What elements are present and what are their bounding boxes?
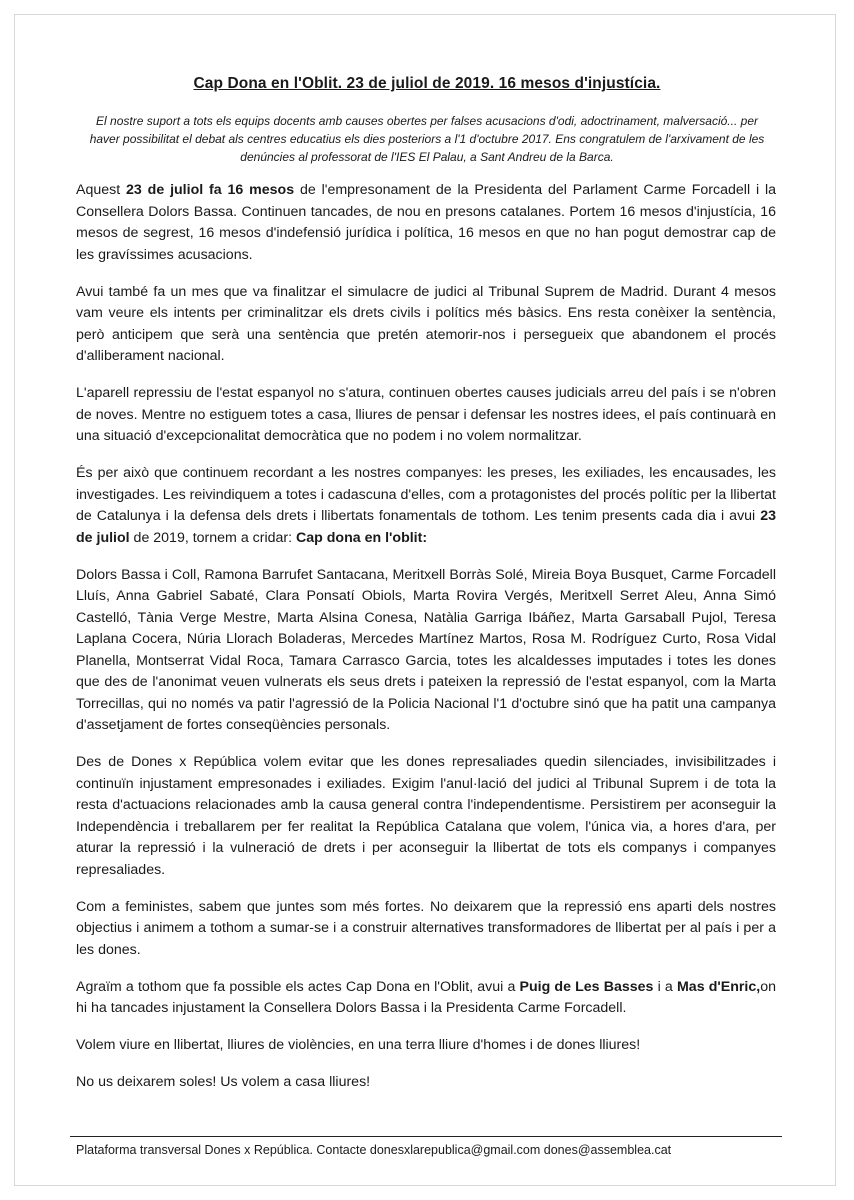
p8-text-d: on hi ha tancades injustament la Consellera Dolors Bassa i la Presidenta Carme Forcadell.	[76, 978, 776, 1016]
p4-bold-slogan: Cap dona en l'oblit:	[296, 529, 428, 546]
footer-contact: Plataforma transversal Dones x República. Contacte donesxlarepublica@gmail.com dones@assemblea.cat	[76, 1143, 672, 1157]
p1-text-c: de l'empresonament de la Presidenta del Parlament Carme Forcadell i la Consellera Dolors Bassa. Continuen tancades, de nou en presons catalanes. Portem 16 mesos d'injustícia, 16 mesos de segrest, 16 mesos d'indefensió jurídica i política, 16 mesos en que no han pogut demostrar cap de les gravíssimes acusacions.	[76, 182, 776, 263]
p4-bold-date: 23 de juliol	[76, 508, 776, 546]
paragraph-3: L'aparell repressiu de l'estat espanyol no s'atura, continuen obertes causes judicials arreu del país i se n'obren de noves. Mentre no estiguem totes a casa, lliures de pensar i defensar les nostres idees, el país continuarà en una situació d'excepcionalitat democràtica que no podem i no volem normalitzar.	[76, 385, 776, 444]
p1-text-a: Aquest	[76, 182, 127, 198]
document-title: Cap Dona en l'Oblit. 23 de juliol de 2019. 16 mesos d'injustícia.	[193, 75, 661, 92]
p4-text-a: És per això que continuem recordant a les nostres companyes: les preses, les exiliades, les encausades, les investigades. Les reivindiquem a totes i cadascuna d'elles, com a protagonistes del procés polític per la llibertat de Catalunya i la defensa dels drets i llibertats fonamentals de tothom. Les tenim presents cada dia i avui	[76, 465, 776, 524]
paragraph-7: Com a feministes, sabem que juntes som més fortes. No deixarem que la repressió ens aparti dels nostres objectius i animem a tothom a sumar-se i a construir alternatives transformadores de llibertat per al país i per a les dones.	[76, 898, 776, 958]
document-body	[76, 180, 776, 1109]
paragraph-1	[76, 180, 776, 266]
p8-text-a: Agraïm a tothom que fa possible els actes Cap Dona en l'Oblit, avui a	[76, 978, 520, 995]
p1-bold-date: 23 de juliol fa 16 mesos	[126, 182, 295, 198]
p8-bold-place-2: Mas d'Enric,	[676, 978, 761, 995]
paragraph-4	[76, 463, 776, 549]
p4-text-c: de 2019, tornem a cridar:	[129, 529, 297, 546]
paragraph-8	[76, 977, 776, 1020]
paragraph-2: Avui també fa un mes que va finalitzar el simulacre de judici al Tribunal Suprem de Madrid. Durant 4 mesos vam veure els intents per criminalitzar els drets civils i polítics més bàsics. Ens resta conèixer la sentència, però anticipem que serà una sentència que pretén atemorir-nos i persegueix que abandonem el procés d'alliberament nacional.	[76, 283, 776, 364]
paragraph-10: No us deixarem soles! Us volem a casa lliures!	[76, 1074, 371, 1090]
p8-bold-place-1: Puig de Les Basses	[519, 978, 654, 995]
footer-divider	[70, 1136, 782, 1137]
intro-paragraph: El nostre suport a tots els equips docents amb causes obertes per falses acusacions d'odi, adoctrinament, malversació... per haver possibilitat el debat als centres educatius els dies posteriors a l'1 d'octubre 2017. Ens congratulem de l'arxivament de les denúncies al professorat de l'IES El Palau, a Sant Andreu de la Barca.	[89, 114, 765, 164]
paragraph-9: Volem viure en llibertat, lliures de violències, en una terra lliure d'homes i de dones lliures!	[76, 1037, 641, 1053]
paragraph-6: Des de Dones x República volem evitar que les dones represaliades quedin silenciades, invisibilitzades i continuïn injustament empresonades i exiliades. Exigim l'anul·lació del judici al Tribunal Suprem i de tota la resta d'actuacions relacionades amb la causa general contra l'independentisme. Persistirem per aconseguir la Independència i treballarem per fer realitat la República Catalana que volem, l'única via, a hores d'ara, per aturar la repressió i la vulneració de drets i per aconseguir la llibertat de tots els companys i companyes represaliades.	[76, 754, 776, 878]
paragraph-5: Dolors Bassa i Coll, Ramona Barrufet Santacana, Meritxell Borràs Solé, Mireia Boya Busquet, Carme Forcadell Lluís, Anna Gabriel Sabaté, Clara Ponsatí Obiols, Marta Rovira Vergés, Meritxell Serret Aleu, Anna Simó Castelló, Tània Verge Mestre, Marta Alsina Conesa, Natàlia Garriga Ibáñez, Marta Garsaball Pujol, Teresa Laplana Cocera, Núria Llorach Boladeras, Mercedes Martínez Martos, Rosa M. Rodríguez Curto, Rosa Vidal Planella, Montserrat Vidal Roca, Tamara Carrasco Garcia, totes les alcaldesses imputades i totes les dones que des de l'anonimat veuen vulnerats els seus drets i pateixen la repressió de l'estat espanyol, com la Marta Torrecillas, qui no només va patir l'agressió de la Policia Nacional l'1 d'octubre sinó que ha patit una campanya d'assetjament de fortes conseqüències personals.	[76, 566, 776, 733]
p8-text-c: i a	[653, 978, 677, 995]
